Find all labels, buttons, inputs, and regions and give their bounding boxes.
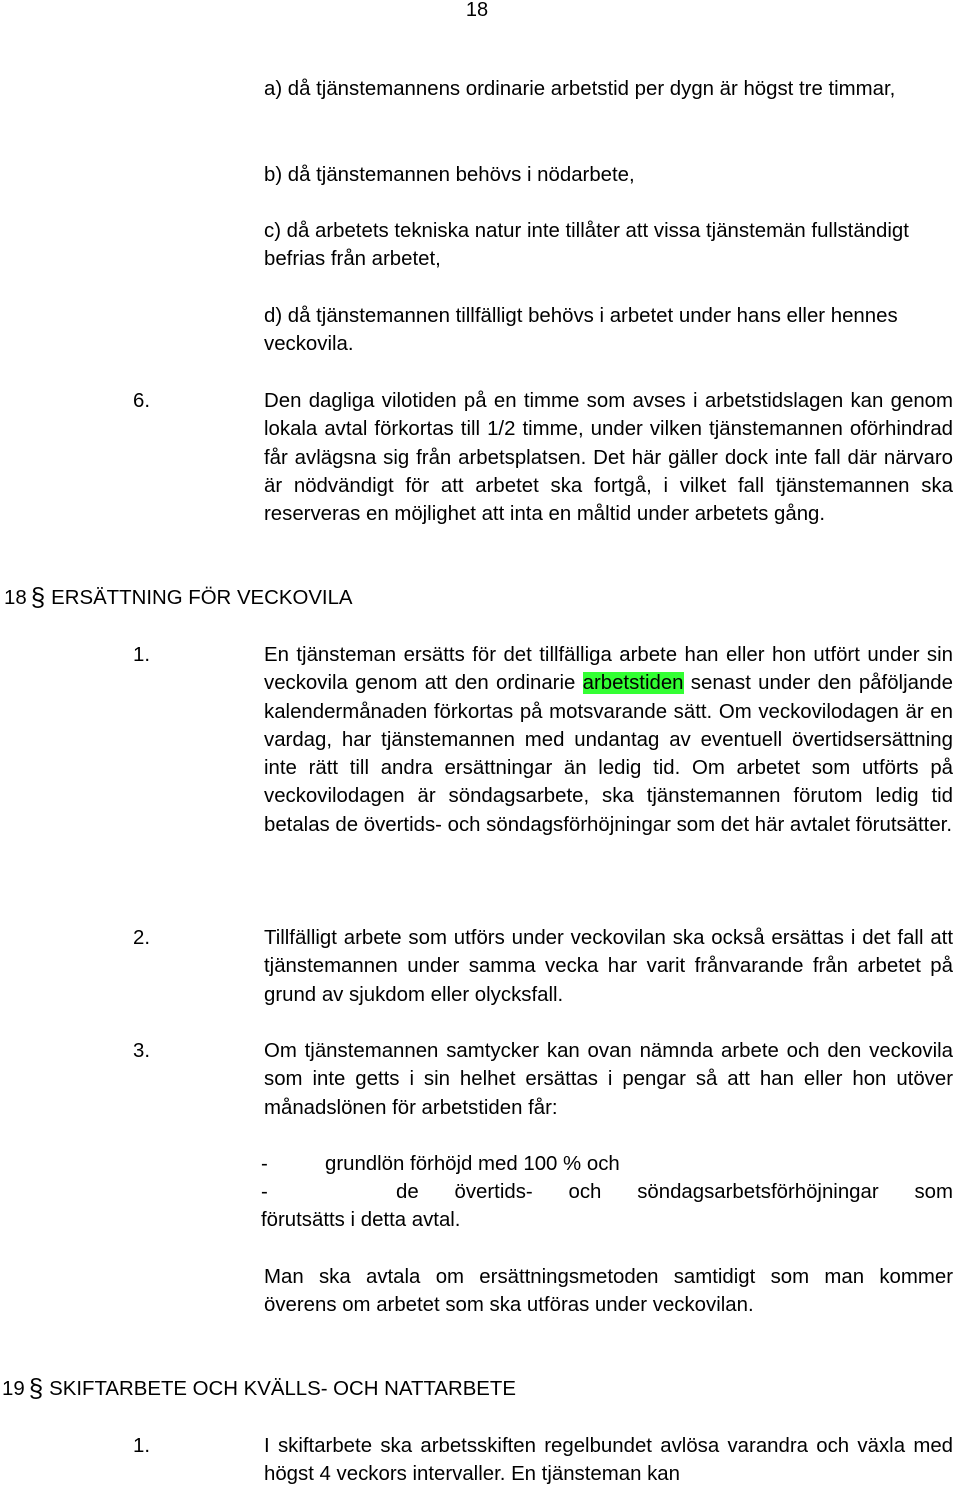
dash-2-continuation: förutsätts i detta avtal. [261,1209,461,1231]
s18-closing-text: Man ska avtala om ersättningsmetoden samtidigt som man kommer överens om arbetet som ska utföras under veckovilan. [264,1266,953,1317]
dash-1-text: grundlön förhöjd med 100 % och [325,1153,620,1175]
section-18-number: 18 [4,587,27,609]
s19-item-1-text: I skiftarbete ska arbetsskiften regelbundet avlösa varandra och växla med högst 4 veckors intervaller. En tjänsteman kan [264,1435,953,1486]
item-6-text: Den dagliga vilotiden på en timme som avses i arbetstidslagen kan genom lokala avtal förkortas till 1/2 timme, under vilken tjänstemannen oförhindrad får avlägsna sig från arbetsplatsen. Det här gäller dock inte fall där närvaro är nödvändigt för att arbetet ska fortgå, i vilket fall tjänstemannen ska reserveras en möjlighet att inta en måltid under arbetets gång. [264,390,953,526]
dash-2-mark: - [261,1181,268,1203]
s18-item-3-number: 3. [133,1040,151,1062]
section-19-number: 19 [2,1378,25,1400]
section-symbol: § [30,582,46,612]
section-18-heading [4,584,353,612]
section-symbol: § [28,1373,44,1403]
highlighted-word: arbetstiden [582,672,684,695]
item-6-number: 6. [133,390,151,412]
section-18-title: ERSÄTTNING FÖR VECKOVILA [51,587,353,609]
page-number: 18 [465,0,489,21]
list-item-c: c) då arbetets tekniska natur inte tillåter att vissa tjänstemän fullständigt befrias från arbetet, [264,220,909,271]
dash-1-mark: - [261,1153,268,1175]
s18-item-3-text: Om tjänstemannen samtycker kan ovan nämnda arbete och den veckovila som inte getts i sin helhet ersättas i pengar så att han eller hon utöver månadslönen för arbetstiden får: [264,1040,953,1119]
list-item-d: d) då tjänstemannen tillfälligt behövs i arbetet under hans eller hennes veckovila. [264,305,898,356]
list-item-b: b) då tjänstemannen behövs i nödarbete, [264,164,635,186]
list-item-a: a) då tjänstemannens ordinarie arbetstid per dygn är högst tre timmar, [264,78,896,100]
s18-item-2-number: 2. [133,927,151,949]
dash-2-text: de övertids- och söndagsarbetsförhöjningar som [396,1181,953,1203]
section-19-title: SKIFTARBETE OCH KVÄLLS- OCH NATTARBETE [49,1378,516,1400]
s18-item-1-before: En tjänsteman ersätts för det tillfälliga arbete han eller hon utfört under sin veckovila genom att den ordinarie [264,644,953,695]
s18-item-1-after: senast under den påföljande kalendermånaden förkortas på motsvarande sätt. Om veckovilodagen är en vardag, har tjänstemannen med undantag av eventuell övertidsersättning inte rätt till andra ersättningar än ledig tid. Om arbetet som utförts på veckovilodagen är söndagsarbete, ska tjänstemannen förutom ledig tid betalas de övertids- och söndagsförhöjningar som det här avtalet förutsätter. [264,672,953,836]
s18-item-2-text: Tillfälligt arbete som utförs under veckovilan ska också ersättas i det fall att tjänstemannen under samma vecka har varit frånvarande från arbetet på grund av sjukdom eller olycksfall. [264,927,953,1006]
s19-item-1-number: 1. [133,1435,151,1457]
s18-item-1-number: 1. [133,644,151,666]
s18-item-1-text [264,641,953,839]
section-19-heading [2,1375,516,1403]
